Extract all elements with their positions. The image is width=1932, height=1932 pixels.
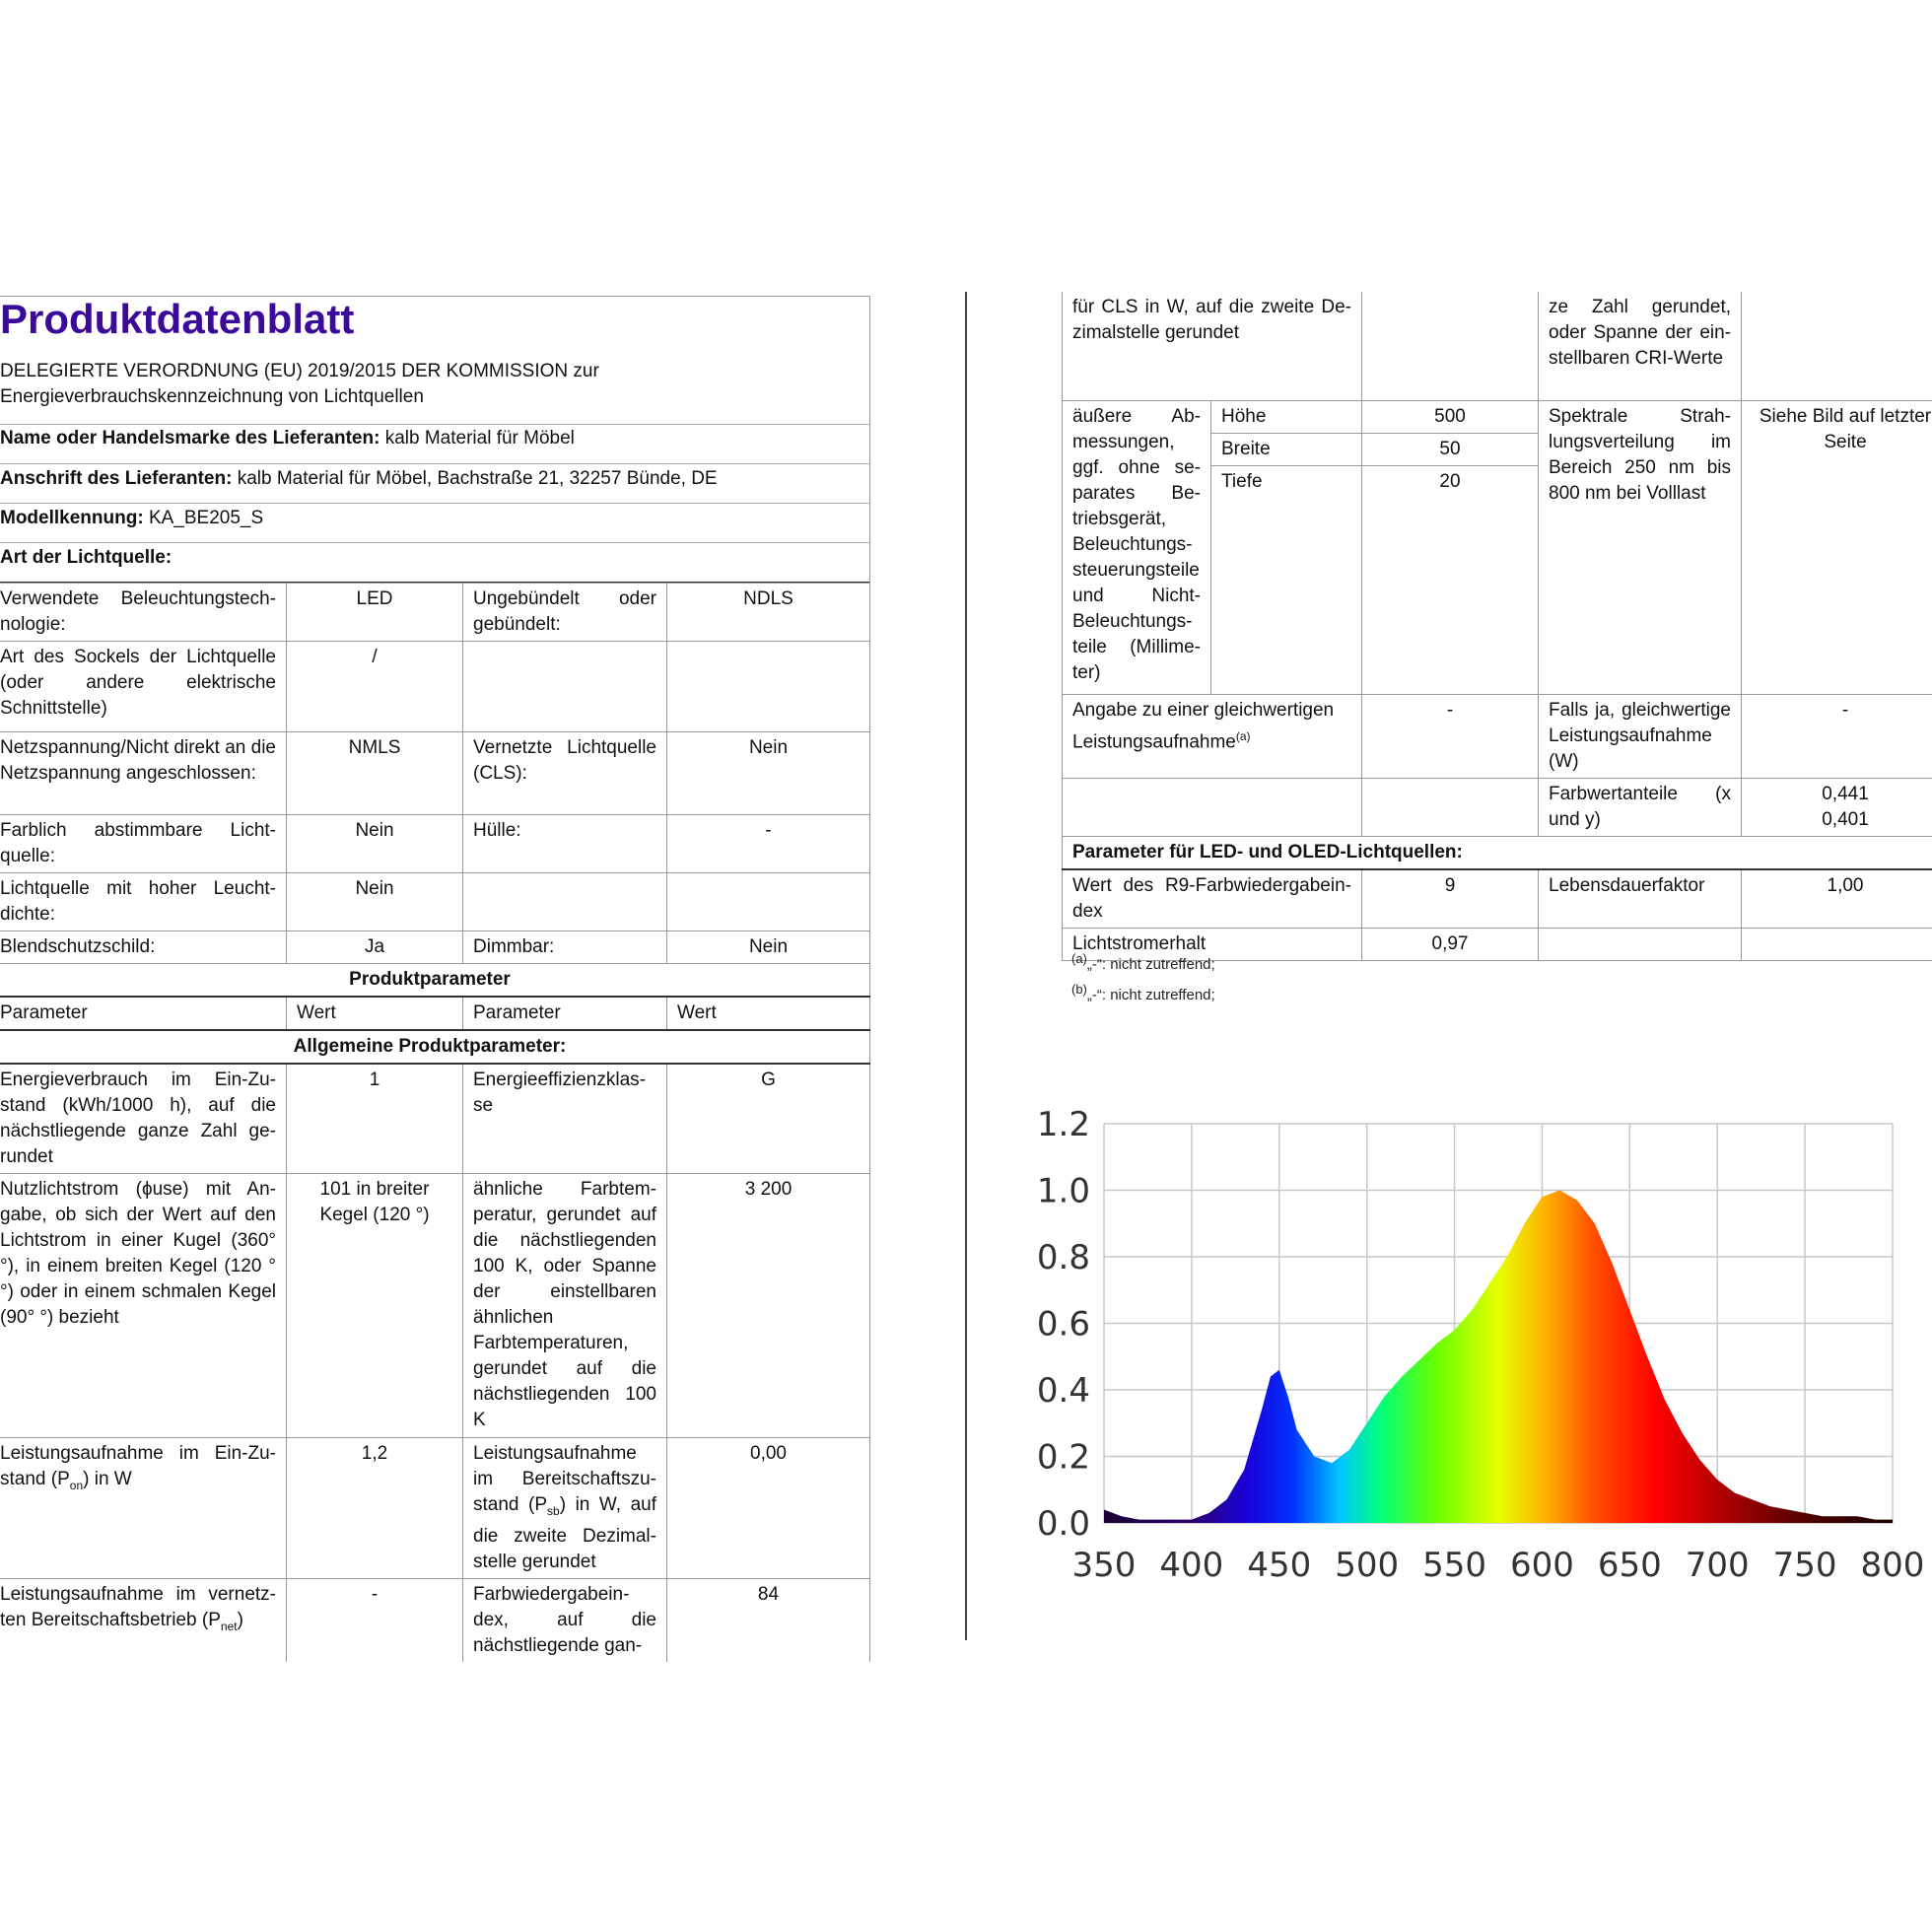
text-part: ) in W: [83, 1469, 132, 1489]
footnote-marker: (b): [1071, 982, 1087, 997]
param-name: Lichtstromerhalt: [1063, 928, 1362, 960]
subscript: net: [220, 1619, 238, 1633]
table-row: [1063, 292, 1932, 400]
param-name: Lebensdauerfaktor: [1539, 869, 1742, 929]
param-name: Lichtquelle mit hoher Leuchtdichte:: [0, 873, 287, 932]
y-tick-label: 0.0: [1036, 1504, 1090, 1544]
subscript: on: [69, 1478, 84, 1492]
param-name: [0, 1578, 287, 1662]
param-value: 84: [667, 1578, 870, 1662]
param-value: [667, 642, 870, 732]
divider: [0, 503, 869, 504]
table-row: [0, 584, 870, 642]
supplier-name-label: Name oder Handelsmarke des Lieferanten:: [0, 428, 380, 448]
divider: [0, 542, 869, 543]
param-value: [1362, 292, 1539, 400]
param-value: [1742, 928, 1932, 960]
supplier-address-value: kalb Material für Möbel, Bachstraße 21, 32257 Bünde, DE: [237, 468, 718, 489]
supplier-address-label: Anschrift des Lieferanten:: [0, 468, 233, 489]
x-tick-label: 600: [1509, 1546, 1574, 1585]
param-name: [0, 1438, 287, 1579]
column-header: Wert: [667, 997, 870, 1030]
param-name: für CLS in W, auf die zweite Dezimalstelle gerundet: [1063, 292, 1362, 400]
param-value: 1: [287, 1064, 463, 1174]
page-divider: [965, 292, 967, 1640]
superscript: (a): [1235, 728, 1251, 743]
table-row: [0, 997, 870, 1030]
param-value: [1362, 778, 1539, 836]
param-name: Energieverbrauch im Ein-Zustand (kWh/1000 h), auf die nächstliegende ganze Zahl gerundet: [0, 1064, 287, 1174]
text-part: ): [237, 1609, 243, 1630]
model-row: [0, 508, 263, 529]
regulation-subtitle: DELEGIERTE VERORDNUNG (EU) 2019/2015 DER KOMMISSION zur Energieverbrauchskennzeichnung von Lichtquellen: [0, 361, 599, 407]
dimensions-label: äußere Abmessungen, ggf. ohne separates Betriebsgerät, Beleuchtungssteuerungsteile und Nicht-Beleuchtungsteile (Millimeter): [1063, 400, 1211, 694]
param-name: Farbwiedergabeindex, auf die nächstliegende gan-: [463, 1578, 667, 1662]
param-value: Nein: [667, 732, 870, 815]
table-row: [0, 1174, 870, 1438]
footnote-b: [1071, 982, 1215, 1003]
table-row: [1063, 869, 1932, 929]
param-value: 0,97: [1362, 928, 1539, 960]
supplier-address-row: [0, 468, 718, 490]
x-axis-tick-labels: [1072, 1546, 1925, 1585]
param-value: [667, 873, 870, 932]
spectral-distribution-chart: [1025, 1094, 1932, 1607]
param-name: Verwendete Beleuchtungstechnologie:: [0, 584, 287, 642]
table-row: [0, 932, 870, 964]
column-header: Parameter: [463, 997, 667, 1030]
led-params-header: Parameter für LED- und OLED-Lichtquellen:: [1063, 836, 1932, 869]
footnote-text: „-“: nicht zutreffend;: [1086, 987, 1215, 1003]
param-value: LED: [287, 584, 463, 642]
table-row: [0, 964, 870, 998]
y-tick-label: 0.6: [1036, 1304, 1090, 1345]
dimension-value: 20: [1362, 465, 1539, 694]
model-value: KA_BE205_S: [148, 508, 264, 528]
param-name: [1063, 694, 1362, 778]
param-name: Art des Sockels der Lichtquelle (oder andere elektrische Schnittstelle): [0, 642, 287, 732]
param-name: Blendschutzschild:: [0, 932, 287, 964]
light-source-type-row: [0, 547, 172, 569]
x-tick-label: 500: [1335, 1546, 1400, 1585]
divider: [0, 463, 869, 464]
param-value: Ja: [287, 932, 463, 964]
param-value: /: [287, 642, 463, 732]
table-row: [0, 815, 870, 873]
param-name: Farblich abstimmbare Lichtquelle:: [0, 815, 287, 873]
x-tick-label: 700: [1685, 1546, 1750, 1585]
x-tick-label: 800: [1860, 1546, 1925, 1585]
model-label: Modellkennung:: [0, 508, 144, 528]
subscript: sb: [547, 1503, 560, 1518]
chroma-y: 0,401: [1822, 808, 1869, 830]
table-row: [1063, 778, 1932, 836]
param-name: Ungebündelt oder gebündelt:: [463, 584, 667, 642]
param-value: 3 200: [667, 1174, 870, 1438]
text-part: Leistungsaufnahme im Ein-Zustand (P: [0, 1443, 276, 1489]
column-header: Parameter: [0, 997, 287, 1030]
param-name: ze Zahl gerundet, oder Spanne der einstellbaren CRI-Werte: [1539, 292, 1742, 400]
x-tick-label: 400: [1159, 1546, 1224, 1585]
supplier-name-value: kalb Material für Möbel: [384, 428, 575, 448]
param-value: Nein: [667, 932, 870, 964]
text-part: Angabe zu einer gleichwertigen Leistungsaufnahme: [1072, 699, 1335, 752]
param-name: ähnliche Farbtemperatur, gerundet auf die nächstliegenden 100 K, oder Spanne der einstellbaren ähnlichen Farbtemperaturen, gerundet auf die nächstliegenden 100 K: [463, 1174, 667, 1438]
param-value: -: [287, 1578, 463, 1662]
table-row: [0, 1438, 870, 1579]
param-value: 9: [1362, 869, 1539, 929]
page-title: Produktdatenblatt: [0, 296, 355, 342]
y-tick-label: 0.4: [1036, 1371, 1090, 1411]
table-row: [0, 1030, 870, 1064]
column-header: Wert: [287, 997, 463, 1030]
supplier-name-row: [0, 428, 575, 449]
param-value: [1742, 292, 1932, 400]
dimension-value: 50: [1362, 433, 1539, 465]
spectrum-area: [1104, 1191, 1893, 1524]
footnote-a: [1071, 951, 1215, 973]
general-params-header: Allgemeine Produktparameter:: [0, 1030, 870, 1064]
text-part: Leistungsaufnahme im Bereitschaftszustand (P: [473, 1443, 656, 1515]
x-tick-label: 650: [1597, 1546, 1662, 1585]
param-value: Nein: [287, 815, 463, 873]
y-tick-label: 0.8: [1036, 1238, 1090, 1277]
spectral-value: Siehe Bild auf letzter Seite: [1742, 400, 1932, 694]
param-value: NMLS: [287, 732, 463, 815]
param-value: 0,00: [667, 1438, 870, 1579]
table-row: [0, 1578, 870, 1662]
right-product-table: [1062, 292, 1932, 961]
param-name: Netzspannung/Nicht direkt an die Netzspannung angeschlossen:: [0, 732, 287, 815]
dimension-value: 500: [1362, 400, 1539, 433]
x-tick-label: 550: [1422, 1546, 1487, 1585]
param-value: [1742, 778, 1932, 836]
x-tick-label: 750: [1772, 1546, 1837, 1585]
dimension-name: Höhe: [1211, 400, 1362, 433]
param-value: G: [667, 1064, 870, 1174]
y-tick-label: 1.2: [1036, 1105, 1090, 1144]
param-name: Vernetzte Lichtquelle (CLS):: [463, 732, 667, 815]
table-row: [0, 1064, 870, 1174]
param-name: [1063, 778, 1362, 836]
dimension-name: Breite: [1211, 433, 1362, 465]
param-name: Hülle:: [463, 815, 667, 873]
table-row: [0, 873, 870, 932]
spectral-label: Spektrale Strahlungsverteilung im Bereich 250 nm bis 800 nm bei Volllast: [1539, 400, 1742, 694]
param-name: [1539, 928, 1742, 960]
param-value: Nein: [287, 873, 463, 932]
param-name: Nutzlichtstrom (ϕuse) mit Angabe, ob sich der Wert auf den Lichtstrom in einer Kugel (360° °), in einem breiten Kegel (120 °°) oder in einem schmalen Kegel (90° °) bezieht: [0, 1174, 287, 1438]
left-product-table: [0, 583, 870, 1662]
x-tick-label: 350: [1071, 1546, 1137, 1585]
param-value: 101 in breiter Kegel (120 °): [287, 1174, 463, 1438]
param-value: 1,2: [287, 1438, 463, 1579]
text-part: ) in W, auf die zweite Dezimalstelle gerundet: [473, 1494, 656, 1572]
table-row: [1063, 400, 1932, 433]
footnote-marker: (a): [1071, 951, 1087, 966]
y-tick-label: 1.0: [1036, 1171, 1090, 1211]
param-name: Farbwertanteile (x und y): [1539, 778, 1742, 836]
chroma-x: 0,441: [1822, 783, 1869, 804]
x-tick-label: 450: [1247, 1546, 1312, 1585]
divider: [0, 424, 869, 425]
param-name: Energieeffizienzklasse: [463, 1064, 667, 1174]
param-name: Wert des R9-Farbwiedergabeindex: [1063, 869, 1362, 929]
y-axis-tick-labels: [1037, 1105, 1090, 1544]
table-row: [0, 642, 870, 732]
text-part: Leistungsaufnahme im vernetzten Bereitschaftsbetrieb (P: [0, 1583, 276, 1630]
param-value: NDLS: [667, 584, 870, 642]
light-source-type-label: Art der Lichtquelle:: [0, 547, 172, 568]
param-value: -: [1742, 694, 1932, 778]
table-row: [0, 732, 870, 815]
param-value: 1,00: [1742, 869, 1932, 929]
table-row: [1063, 694, 1932, 778]
param-name: [463, 1438, 667, 1579]
param-name: [463, 642, 667, 732]
param-value: -: [667, 815, 870, 873]
param-name: Falls ja, gleichwertige Leistungsaufnahme (W): [1539, 694, 1742, 778]
param-name: Dimmbar:: [463, 932, 667, 964]
table-row: [1063, 836, 1932, 869]
product-params-header: Produktparameter: [0, 964, 870, 998]
footnote-text: „-“: nicht zutreffend;: [1086, 956, 1215, 973]
dimension-name: Tiefe: [1211, 465, 1362, 694]
y-tick-label: 0.2: [1036, 1437, 1090, 1478]
param-name: [463, 873, 667, 932]
param-value: -: [1362, 694, 1539, 778]
